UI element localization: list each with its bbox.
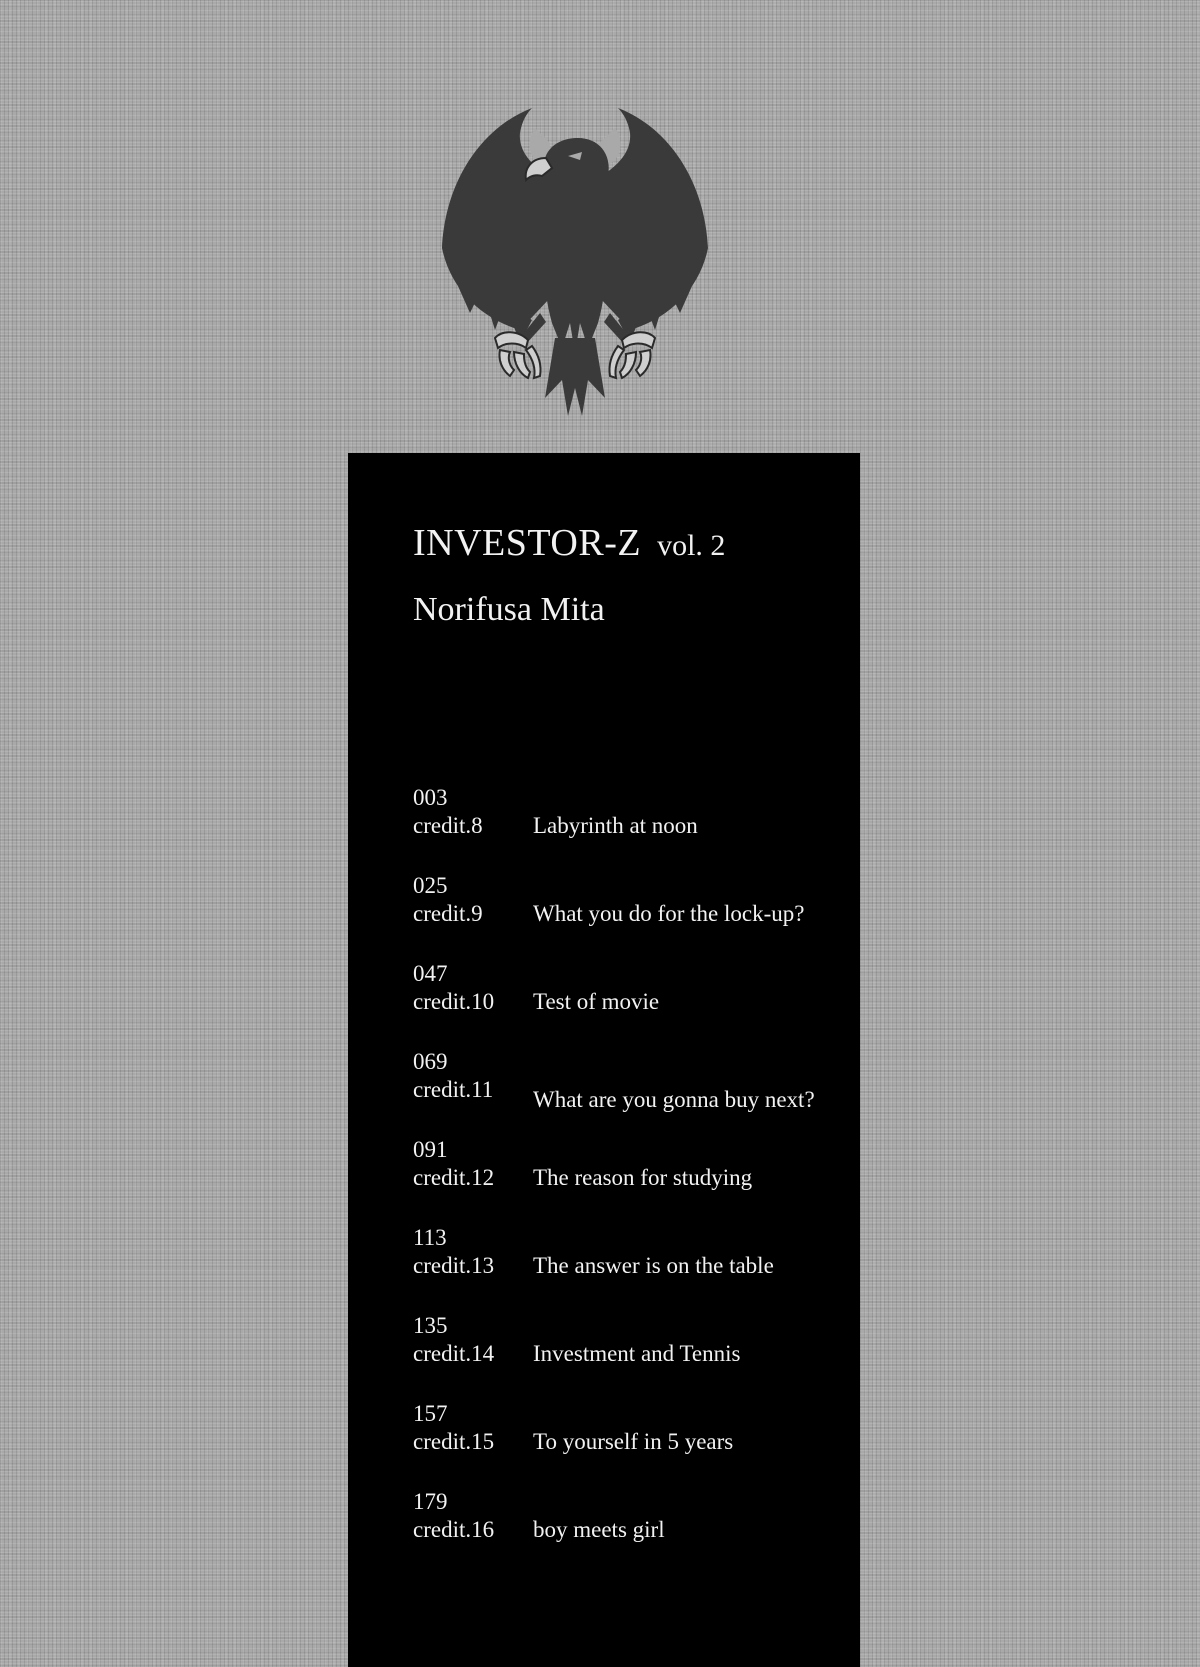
credit-label: credit.13: [413, 1253, 495, 1278]
credit-label: credit.10: [413, 989, 495, 1014]
chapter-title: What you do for the lock-up?: [533, 901, 805, 926]
page-number: 047: [413, 961, 448, 986]
page-number: 003: [413, 785, 448, 810]
toc-entry: [413, 1224, 853, 1312]
page-number: 091: [413, 1137, 448, 1162]
toc-entry: [413, 1136, 853, 1224]
chapter-title: The answer is on the table: [533, 1253, 774, 1278]
toc-entry: [413, 784, 853, 872]
credit-label: credit.12: [413, 1165, 495, 1190]
credit-label: credit.14: [413, 1341, 495, 1366]
credit-label: credit.16: [413, 1517, 495, 1542]
chapter-title: What are you gonna buy next?: [533, 1087, 815, 1112]
author-name: Norifusa Mita: [413, 591, 605, 628]
chapter-title: The reason for studying: [533, 1165, 753, 1190]
page-number: 025: [413, 873, 448, 898]
credit-label: credit.9: [413, 901, 483, 926]
chapter-title: To yourself in 5 years: [533, 1429, 734, 1454]
volume-label: vol. 2: [657, 529, 726, 562]
page-number: 179: [413, 1489, 448, 1514]
page-number: 069: [413, 1049, 448, 1074]
eagle-crest-icon: [440, 98, 710, 418]
toc-entry: [413, 872, 853, 960]
toc-entry: [413, 1488, 853, 1576]
contents-panel: [348, 453, 860, 1667]
page-number: 157: [413, 1401, 448, 1426]
toc-entry: [413, 1048, 853, 1136]
toc-entry: [413, 960, 853, 1048]
chapter-title: Investment and Tennis: [533, 1341, 741, 1366]
book-title: INVESTOR-Z: [413, 522, 642, 564]
credit-label: credit.11: [413, 1077, 494, 1102]
page-number: 113: [413, 1225, 447, 1250]
table-of-contents: [413, 784, 853, 1576]
credit-label: credit.15: [413, 1429, 495, 1454]
chapter-title: Test of movie: [533, 989, 660, 1014]
page-number: 135: [413, 1313, 448, 1338]
title-line: [413, 521, 725, 565]
chapter-title: Labyrinth at noon: [533, 813, 698, 838]
credit-label: credit.8: [413, 813, 483, 838]
toc-entry: [413, 1312, 853, 1400]
toc-entry: [413, 1400, 853, 1488]
chapter-title: boy meets girl: [533, 1517, 665, 1542]
